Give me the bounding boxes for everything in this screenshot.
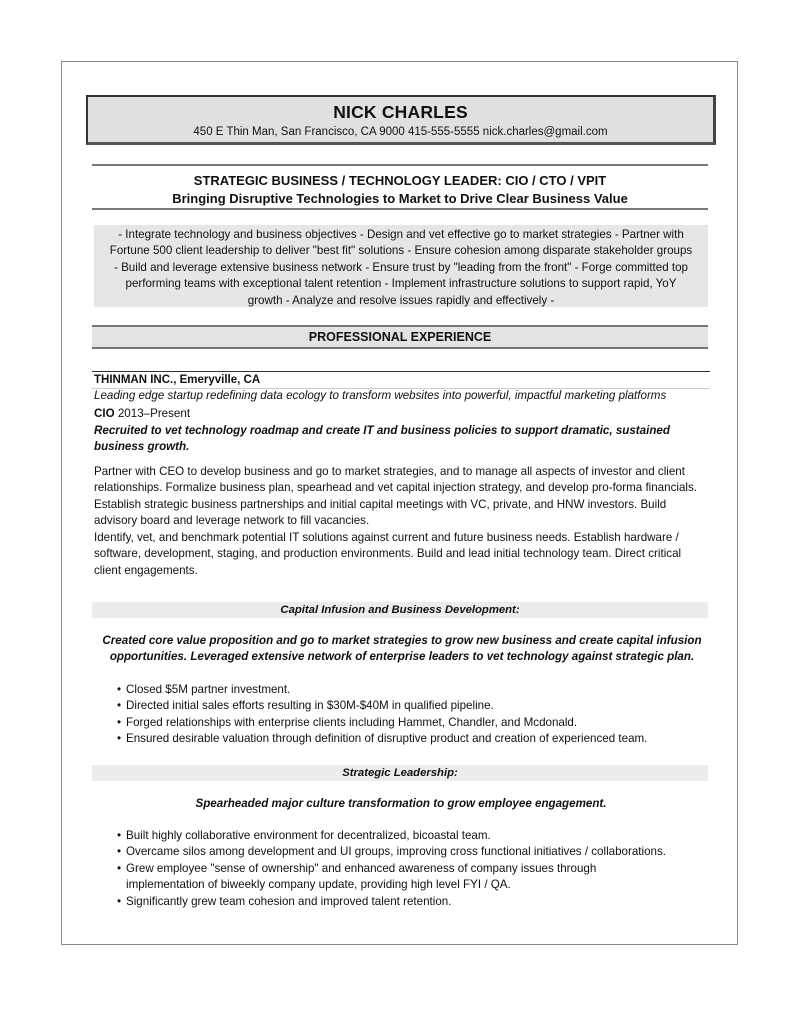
candidate-name: NICK CHARLES: [333, 102, 468, 122]
subsection-heading-capital: Capital Infusion and Business Development:: [92, 602, 708, 618]
bullet-icon: •: [117, 715, 122, 729]
divider: [92, 208, 708, 210]
bullet-icon: •: [117, 732, 122, 746]
list-item: • Closed $5M partner investment.: [94, 682, 708, 698]
bullet-icon: •: [117, 894, 122, 908]
summary-line: - Integrate technology and business objectives - Design and vet effective go to market strategies - Partner with: [118, 228, 684, 241]
name-header-box: [86, 95, 716, 145]
experience-paragraph: Identify, vet, and benchmark potential IT solutions against current and future business needs. Establish hardware / software, development, staging, and production environments. Build and lead initial technology team. Direct critical client engagements.: [94, 531, 682, 577]
divider: [92, 164, 708, 166]
bullet-icon: •: [117, 683, 122, 696]
bullet-icon: •: [117, 861, 122, 875]
role-line: [94, 406, 708, 422]
company-name: THINMAN INC., Emeryville, CA: [92, 371, 710, 389]
experience-paragraph: Partner with CEO to develop business and go to market strategies, and to manage all aspects of investor and client relationships. Formalize business plan, spearhead and vet capital injection strategy, and develop pro-forma financials. Establish strategic business partnerships and initial capital meetings with VC, private, and HNW investors. Build advisory board and leverage network to fill vacancies.: [94, 465, 697, 528]
summary-line: growth - Analyze and resolve issues rapidly and effectively -: [247, 293, 555, 307]
role-title: CIO: [94, 407, 115, 420]
subsection-summary-leadership: Spearheaded major culture transformation to grow employee engagement.: [195, 797, 607, 810]
section-header-experience: PROFESSIONAL EXPERIENCE: [92, 325, 708, 349]
summary-line: performing teams with exceptional talent retention - Implement infrastructure solutions to support rapid, YoY: [125, 277, 677, 291]
list-item: • Built highly collaborative environment for decentralized, bicoastal team.: [94, 828, 708, 844]
role-summary: Recruited to vet technology roadmap and create IT and business policies to support dramatic, sustained business growth.: [94, 424, 670, 454]
bullet-list-capital: [94, 682, 708, 748]
list-item: • Overcame silos among development and UI groups, improving cross functional initiatives / collaborations.: [94, 844, 708, 860]
subsection-summary-capital: Created core value proposition and go to market strategies to grow new business and create capital infusion opportunities. Leveraged extensive network of enterprise leaders to vet technology against strategic plan.: [102, 634, 702, 664]
bullet-icon: •: [117, 845, 122, 859]
bullet-icon: •: [117, 699, 122, 713]
company-description: Leading edge startup redefining data ecology to transform websites into powerful, impactful marketing platforms: [94, 389, 667, 402]
summary-line: Fortune 500 client leadership to deliver "best fit" solutions - Ensure cohesion among disparate stakeholder groups: [109, 244, 693, 258]
resume-page: [61, 61, 738, 945]
list-item: • Forged relationships with enterprise clients including Hammet, Chandler, and Mcdonald.: [94, 715, 708, 731]
list-item: • Grew employee "sense of ownership" and enhanced awareness of company issues through implementation of biweekly company update, providing high level FYI / QA.: [117, 861, 597, 892]
headline-tagline: Bringing Disruptive Technologies to Market to Drive Clear Business Value: [172, 191, 628, 206]
bullet-list-leadership: [94, 828, 708, 910]
summary-box: [94, 225, 708, 307]
list-item: • Ensured desirable valuation through definition of disruptive product and creation of experienced team.: [94, 731, 708, 747]
list-item: • Directed initial sales efforts resulting in $30M-$40M in qualified pipeline.: [94, 698, 708, 714]
list-item: • Significantly grew team cohesion and improved talent retention.: [94, 894, 708, 910]
role-dates: 2013–Present: [114, 407, 191, 420]
summary-line: - Build and leverage extensive business network - Ensure trust by "leading from the front" - Forge committed top: [113, 260, 689, 274]
bullet-icon: •: [117, 829, 122, 842]
headline-title: STRATEGIC BUSINESS / TECHNOLOGY LEADER: CIO / CTO / VPIT: [193, 173, 607, 188]
contact-info: 450 E Thin Man, San Francisco, CA 9000 415-555-5555 nick.charles@gmail.com: [193, 126, 608, 138]
subsection-heading-leadership: Strategic Leadership:: [92, 765, 708, 781]
